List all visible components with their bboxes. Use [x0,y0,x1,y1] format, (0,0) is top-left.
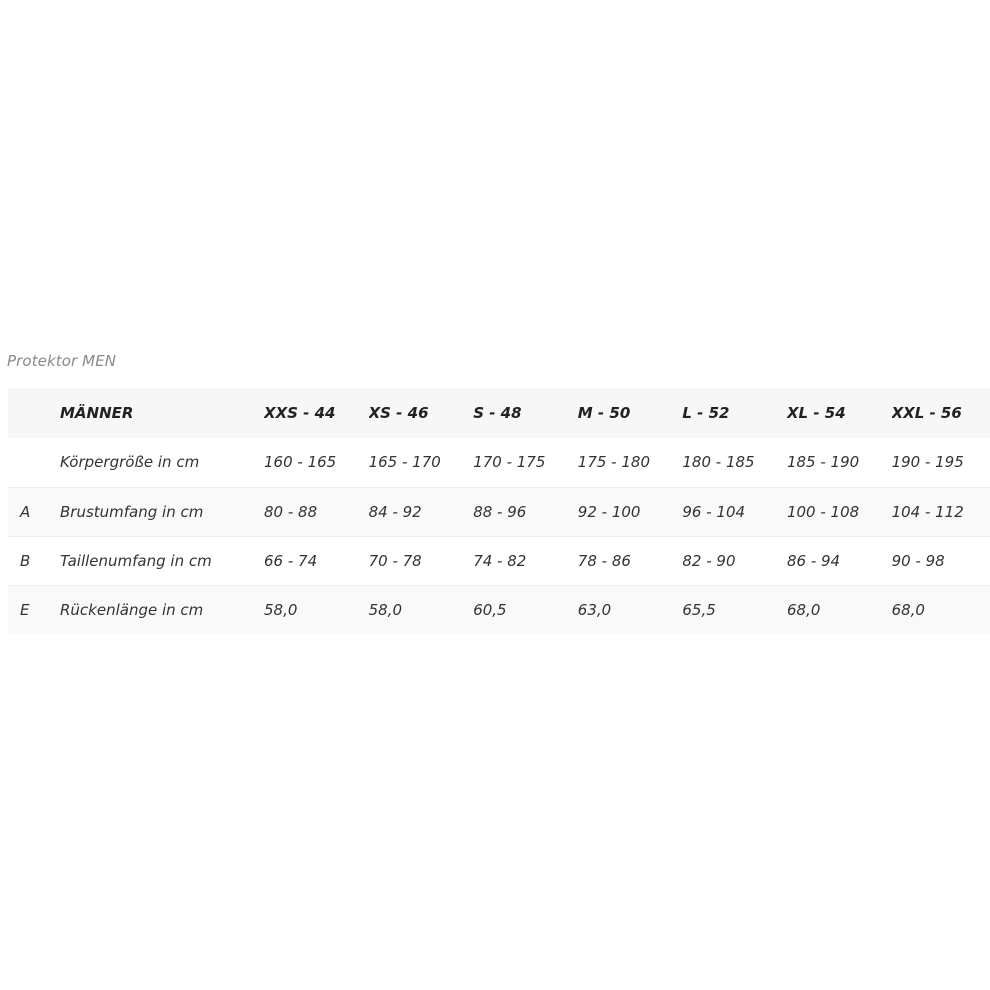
table-row [8,487,990,536]
table-cell: 175 - 180 [577,453,650,472]
table-cell: 84 - 92 [369,487,474,536]
table-cell: 185 - 190 [786,453,860,472]
table-cell: 78 - 86 [578,536,683,585]
table-cell: 170 - 175 [473,453,546,472]
header-label-cell: MÄNNER [60,404,134,422]
header-size-xxs: XXS - 44 [264,404,336,422]
row-label-cell: Rückenlänge in cm [60,585,264,634]
table-cell: 68,0 [892,585,990,634]
row-key-cell: B [8,536,60,585]
table-cell: 96 - 104 [682,487,787,536]
table-cell: 165 - 170 [368,453,441,472]
row-label-cell: Taillenumfang in cm [60,536,264,585]
table-cell: 63,0 [578,585,683,634]
row-label-cell: Brustumfang in cm [60,487,264,536]
table-cell: 58,0 [369,585,474,634]
table-caption: Protektor MEN [7,352,117,370]
table-cell: 65,5 [682,585,787,634]
table-cell: 92 - 100 [578,487,683,536]
row-label-cell: Körpergröße in cm [60,453,200,472]
table-cell: 90 - 98 [892,536,990,585]
table-cell: 82 - 90 [682,536,787,585]
table-cell: 100 - 108 [787,487,892,536]
header-key-cell [8,388,60,438]
table-cell: 190 - 195 [891,453,964,472]
table-cell: 70 - 78 [369,536,474,585]
header-size-s: S - 48 [473,404,522,422]
table-cell: 160 - 165 [264,453,337,472]
table-cell: 60,5 [473,585,578,634]
table-cell: 74 - 82 [473,536,578,585]
row-key-cell [8,438,60,487]
table-cell: 58,0 [264,585,369,634]
header-size-l: L - 52 [682,404,730,422]
table-cell: 80 - 88 [264,487,369,536]
table-cell: 88 - 96 [473,487,578,536]
table-cell: 68,0 [787,585,892,634]
header-size-m: M - 50 [577,404,631,422]
header-size-xxl: XXL - 56 [891,404,962,422]
table-cell: 180 - 185 [682,453,755,472]
size-chart-table [8,388,990,634]
row-key-cell: E [8,585,60,634]
header-size-xl: XL - 54 [786,404,846,422]
table-cell: 86 - 94 [787,536,892,585]
table-cell: 104 - 112 [892,487,990,536]
table-row [8,536,990,585]
row-key-cell: A [8,487,60,536]
table-cell: 66 - 74 [264,536,369,585]
table-header-row [8,388,990,438]
header-size-xs: XS - 46 [368,404,429,422]
table-row [8,585,990,634]
table-row [8,438,990,487]
